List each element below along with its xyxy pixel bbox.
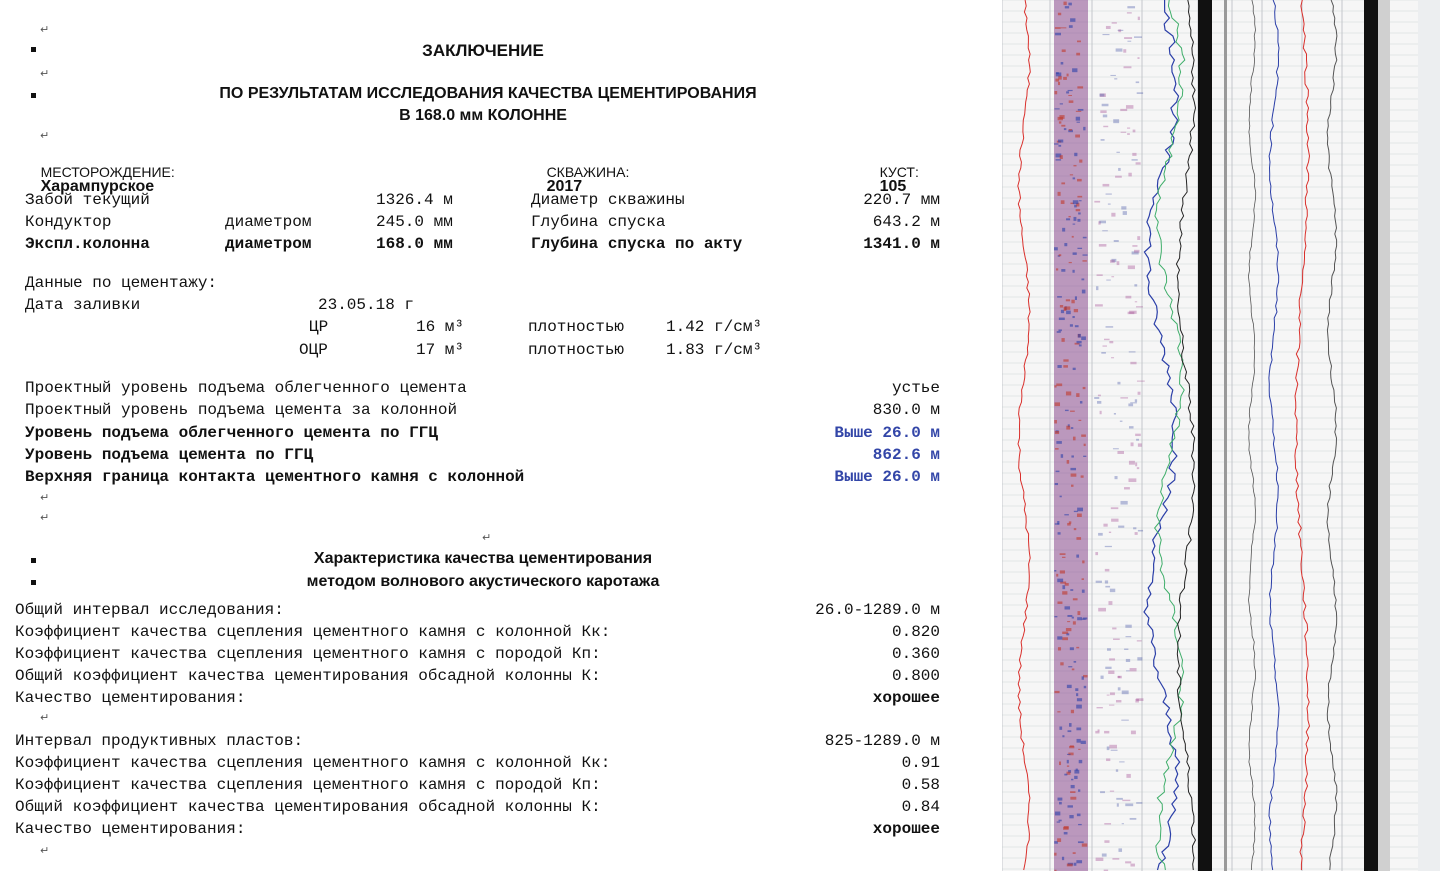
subtitle-line1: ПО РЕЗУЛЬТАТАМ ИССЛЕДОВАНИЯ КАЧЕСТВА ЦЕМЕНТИРОВАНИЯ (219, 85, 757, 102)
page-edge (1418, 0, 1440, 871)
cr-volume: 16 м³ (416, 318, 465, 336)
log-depth-bar (1198, 0, 1212, 871)
pad-label-text: КУСТ: (879, 164, 919, 180)
paragraph-mark: ↵ (482, 531, 492, 544)
result-value: 0.91 (901, 754, 940, 772)
level-label: Проектный уровень подъема облегченного цемента (25, 379, 467, 397)
level-label: Верхняя граница контакта цементного камня с колонной (25, 468, 525, 486)
column-label: Экспл.колонна (25, 235, 150, 253)
log-depth-bar (1364, 0, 1378, 871)
result-value: 0.58 (901, 776, 940, 794)
result-label: Качество цементирования: (15, 820, 246, 838)
result-value: 825-1289.0 м (824, 732, 940, 750)
level-label: Проектный уровень подъема цемента за колонной (25, 401, 458, 419)
result-label: Коэффициент качества сцепления цементного камня с колонной Кк: (15, 623, 611, 641)
conclusion-title: ЗАКЛЮЧЕНИЕ (422, 41, 544, 60)
result-label: Интервал продуктивных пластов: (15, 732, 304, 750)
cr-density-label: плотностью (528, 318, 625, 336)
paragraph-mark: ↵ (40, 23, 50, 36)
diam-well-value: 220.7 мм (863, 191, 940, 209)
zaboy-value: 1326.4 м (376, 191, 453, 209)
result-value: 26.0-1289.0 м (815, 601, 940, 619)
cr-label: ЦР (309, 318, 329, 336)
result-label: Общий коэффициент качества цементирования обсадной колонны К: (15, 798, 601, 816)
result-value: 0.84 (901, 798, 940, 816)
log-separator (1224, 0, 1227, 871)
cr-density: 1.42 г/см³ (666, 318, 763, 336)
field-label-text: МЕСТОРОЖДЕНИЕ: (40, 164, 175, 180)
ocr-volume: 17 м³ (416, 341, 465, 359)
column-diam-label: диаметром (225, 235, 312, 253)
paragraph-mark: ↵ (40, 844, 50, 857)
ocr-label: ОЦР (299, 341, 328, 359)
field-value: Харампурское (40, 178, 155, 195)
result-value: 0.820 (891, 623, 940, 641)
diam-well-label: Диаметр скважины (531, 191, 685, 209)
result-value: 0.800 (891, 667, 940, 685)
zaboy-label: Забой текущий (25, 191, 150, 209)
paragraph-mark: ↵ (40, 511, 50, 524)
date-value: 23.05.18 г (318, 296, 415, 314)
cementing-title: Данные по цементажу: (25, 274, 218, 292)
konduktor-label: Кондуктор (25, 213, 112, 231)
quality-value: хорошее (872, 689, 940, 707)
well-label-text: СКВАЖИНА: (546, 164, 630, 180)
section2-title-line2: методом волнового акустического каротажа (306, 573, 660, 590)
result-label: Качество цементирования: (15, 689, 246, 707)
well-log-image (1002, 0, 1418, 871)
date-label: Дата заливки (25, 296, 141, 314)
ocr-density: 1.83 г/см³ (666, 341, 763, 359)
depth-act-label: Глубина спуска по акту (531, 235, 743, 253)
level-label: Уровень подъема облегченного цемента по ГГЦ (25, 424, 438, 442)
result-label: Коэффициент качества сцепления цементного камня с породой Кп: (15, 776, 601, 794)
well-value: 2017 (546, 178, 583, 195)
quality-value: хорошее (872, 820, 940, 838)
depth-value: 643.2 м (872, 213, 940, 231)
paragraph-mark: ↵ (40, 67, 50, 80)
level-value-highlight: Выше 26.0 м (834, 424, 940, 442)
depth-act-value: 1341.0 м (863, 235, 940, 253)
paragraph-mark: ↵ (40, 491, 50, 504)
result-value: 0.360 (891, 645, 940, 663)
subtitle-line2: В 168.0 мм КОЛОННЕ (399, 107, 567, 124)
konduktor-diam-value: 245.0 мм (376, 213, 453, 231)
ocr-density-label: плотностью (528, 341, 625, 359)
pad-value: 105 (879, 178, 907, 195)
konduktor-diam-label: диаметром (225, 213, 312, 231)
paragraph-mark: ↵ (40, 711, 50, 724)
result-label: Коэффициент качества сцепления цементного камня с колонной Кк: (15, 754, 611, 772)
paragraph-mark: ↵ (40, 129, 50, 142)
level-value: 830.0 м (872, 401, 940, 419)
level-label: Уровень подъема цемента по ГГЦ (25, 446, 314, 464)
column-diam-value: 168.0 мм (376, 235, 453, 253)
result-label: Общий интервал исследования: (15, 601, 284, 619)
log-side-bar (1378, 0, 1390, 871)
depth-label: Глубина спуска (531, 213, 666, 231)
level-value-highlight: 862.6 м (872, 446, 940, 464)
level-value: устье (891, 379, 940, 397)
result-label: Коэффициент качества сцепления цементного камня с породой Кп: (15, 645, 601, 663)
level-value-highlight: Выше 26.0 м (834, 468, 940, 486)
result-label: Общий коэффициент качества цементирования обсадной колонны К: (15, 667, 601, 685)
section2-title-line1: Характеристика качества цементирования (313, 550, 653, 567)
